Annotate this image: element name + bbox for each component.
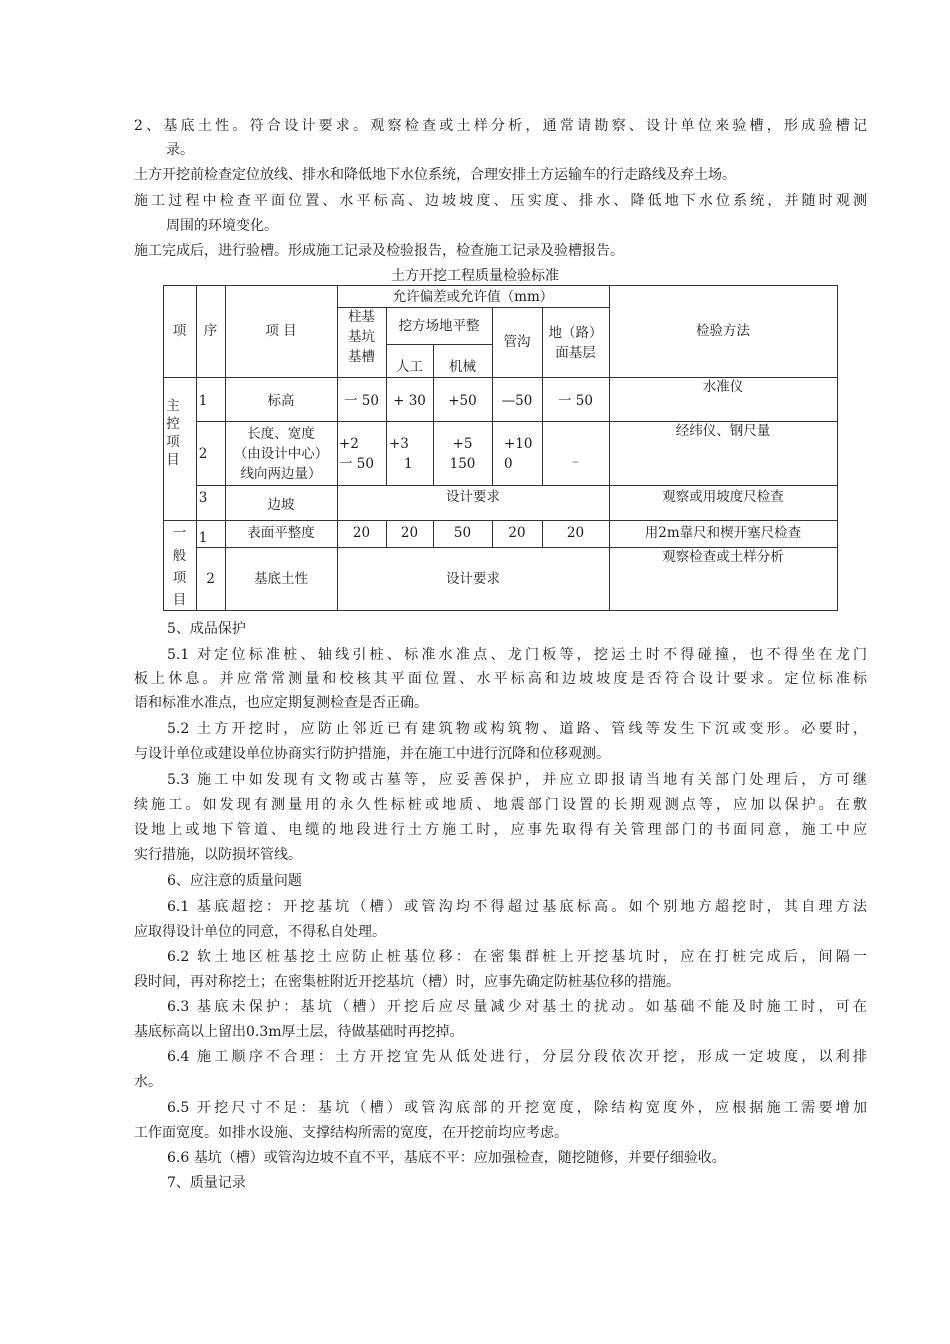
s5-3-line1: 5.3 施工中如发现有文物或古墓等，应妥善保护，并应立即报请当地有关部门处理后，方可继 bbox=[167, 772, 867, 788]
s6-3-line1: 6.3 基底未保护：基坑（槽）开挖后应尽量减少对基土的扰动。如基础不能及时施工时，可在 bbox=[167, 999, 867, 1015]
table-line-site-bottom bbox=[386, 344, 492, 345]
s5-3-line2: 续施工。如发现有测量用的永久性标桩或地质、地震部门设置的长期观测点等，应加以保护。在敷 bbox=[134, 797, 867, 813]
intro-paragraph-b-line2: 周围的环境变化。 bbox=[166, 218, 278, 234]
s6-2-line2: 段时间，再对称挖土；在密集桩附近开挖基坑（槽）时，应事先确定防桩基位移的措施。 bbox=[134, 974, 680, 990]
section7-title: 7、质量记录 bbox=[167, 1175, 246, 1191]
row1-seq: 1 bbox=[198, 393, 208, 409]
row2-name-line2: （由设计中心） bbox=[233, 446, 329, 462]
header-allowance: 允许偏差或允许值（mm） bbox=[392, 289, 554, 305]
row3-name: 边坡 bbox=[267, 497, 295, 513]
row2-name-line1: 长度、宽度 bbox=[247, 426, 315, 442]
general-row1-pipe: 20 bbox=[508, 525, 526, 541]
general-row2-name: 基底土性 bbox=[254, 571, 308, 587]
row2-pile-b: 一 50 bbox=[339, 456, 374, 472]
row1-manual: + 30 bbox=[393, 393, 426, 409]
row1-machine: +50 bbox=[448, 393, 477, 409]
s5-1-line1: 5.1 对定位标准桩、轴线引桩、标准水准点、龙门板等，挖运土时不得碰撞，也不得坐在龙门 bbox=[167, 647, 867, 663]
row2-manual-a: +3 bbox=[389, 436, 409, 452]
s6-4-line2: 水。 bbox=[134, 1074, 162, 1090]
row1-method: 水准仪 bbox=[702, 379, 744, 395]
table-line-row2-bottom bbox=[196, 485, 838, 486]
table-border-top bbox=[163, 285, 838, 286]
group-main-char2: 控 bbox=[166, 416, 180, 432]
row1-name: 标高 bbox=[267, 393, 295, 409]
table-title: 土方开挖工程质量检验标准 bbox=[391, 268, 559, 284]
s5-2-line2: 与设计单位或建设单位协商实行防护措施，并在施工中进行沉降和位移观测。 bbox=[134, 746, 610, 762]
s6-4-line1: 6.4 施工顺序不合理：土方开挖宜先从低处进行，分层分段依次开挖，形成一定坡度，以利排 bbox=[167, 1049, 867, 1065]
group-general-char3: 项 bbox=[172, 570, 187, 586]
s5-1-line2: 板上休息。并应常常测量和校核其平面位置、水平标高和边坡坡度是否符合设计要求。定位标准标 bbox=[134, 671, 867, 687]
row2-machine-a: +5 bbox=[452, 436, 473, 452]
s6-1-line1: 6.1 基底超挖：开挖基坑（槽）或管沟均不得超过基底标高。如个别地方超挖时，其自理方法 bbox=[167, 899, 867, 915]
intro-paragraph-c: 施工完成后，进行验槽。形成施工记录及检验报告，检查施工记录及验槽报告。 bbox=[134, 243, 624, 259]
header-manual: 人工 bbox=[396, 359, 423, 375]
header-pile-line3: 基槽 bbox=[348, 349, 375, 365]
group-general-char1: 一 bbox=[172, 525, 187, 541]
header-pile-line1: 柱基 bbox=[348, 309, 375, 325]
s6-5-line2: 工作面宽度。如排水设施、支撑结构所需的宽度，在开挖前均应考虑。 bbox=[134, 1125, 568, 1141]
header-machine: 机械 bbox=[449, 359, 476, 375]
group-main-char4: 目 bbox=[166, 452, 180, 468]
intro-paragraph-a: 土方开挖前检查定位放线、排水和降低地下水位系统，合理安排土方运输车的行走路线及弃土场。 bbox=[134, 167, 736, 183]
s5-3-line4: 实行措施，以防损坏管线。 bbox=[134, 847, 302, 863]
header-item: 项 bbox=[172, 323, 187, 339]
general-row2-value: 设计要求 bbox=[446, 571, 500, 587]
s5-2-line1: 5.2 土方开挖时，应防止邻近已有建筑物或构筑物、道路、管线等发生下沉或变形。必要时， bbox=[167, 721, 867, 737]
s6-6: 6.6 基坑（槽）或管沟边坡不直不平，基底不平：应加强检查，随挖随修，并要仔细验收。 bbox=[167, 1150, 726, 1166]
intro-paragraph-b-line1: 施工过程中检查平面位置、水平标高、边坡坡度、压实度、排水、降低地下水位系统，并随时观测 bbox=[134, 193, 867, 209]
general-row1-road: 20 bbox=[566, 525, 585, 541]
row1-pile: 一 50 bbox=[344, 393, 379, 409]
general-row1-method: 用2m靠尺和楔开塞尺检查 bbox=[644, 525, 802, 541]
s6-1-line2: 应取得设计单位的同意，不得私自处理。 bbox=[134, 924, 386, 940]
general-row2-method: 观察检查或土样分析 bbox=[662, 549, 784, 565]
header-pipe-trench: 管沟 bbox=[503, 334, 531, 350]
group-general-char2: 般 bbox=[172, 548, 187, 564]
header-seq: 序 bbox=[203, 323, 218, 339]
row2-road: – bbox=[572, 454, 579, 470]
row1-road: 一 50 bbox=[558, 393, 593, 409]
s5-1-line3: 语和标准水准点，也应定期复测检查是否正确。 bbox=[134, 695, 428, 711]
intro-item2-line1: 2、基底土性。符合设计要求。观察检查或土样分析，通常请勘察、设计单位来验槽，形成验槽记 bbox=[134, 118, 867, 134]
group-main-char1: 主 bbox=[166, 398, 180, 414]
row2-pile-a: +2 bbox=[339, 436, 359, 452]
general-row1-pile: 20 bbox=[352, 525, 371, 541]
row2-pipe-a: +10 bbox=[504, 436, 533, 452]
intro-item2-line2: 录。 bbox=[166, 142, 194, 158]
section6-title: 6、应注意的质量问题 bbox=[167, 873, 302, 889]
row2-manual-b: 1 bbox=[404, 456, 413, 472]
s6-5-line1: 6.5 开挖尺寸不足：基坑（槽）或管沟底部的开挖宽度，除结构宽度外，应根据施工需要增加 bbox=[167, 1100, 867, 1116]
header-method: 检验方法 bbox=[696, 323, 750, 339]
row3-value: 设计要求 bbox=[446, 489, 500, 505]
row2-machine-b: 150 bbox=[449, 456, 476, 472]
row3-method: 观察或用坡度尺检查 bbox=[662, 489, 784, 505]
table-border-bottom bbox=[163, 610, 838, 611]
header-project: 项 目 bbox=[265, 323, 297, 339]
header-road-line1: 地（路） bbox=[548, 325, 603, 341]
row2-method: 经纬仪、钢尺量 bbox=[675, 423, 771, 439]
s5-3-line3: 设地上或地下管道、电缆的地段进行土方施工时，应事先取得有关管理部门的书面同意，施工中应 bbox=[134, 822, 867, 838]
group-main-char3: 项 bbox=[166, 434, 180, 450]
general-row2-seq: 2 bbox=[206, 571, 215, 587]
quality-standard-table bbox=[163, 285, 838, 611]
row3-seq: 3 bbox=[198, 490, 208, 506]
row1-pipe: —50 bbox=[501, 393, 533, 409]
general-row1-seq: 1 bbox=[198, 530, 208, 546]
row2-seq: 2 bbox=[198, 446, 208, 462]
table-border-right bbox=[837, 285, 838, 611]
row2-name-line3: 线向两边量） bbox=[240, 466, 322, 482]
section5-title: 5、成品保护 bbox=[167, 621, 246, 637]
general-row1-manual: 20 bbox=[400, 525, 419, 541]
header-pile-line2: 基坑 bbox=[348, 329, 375, 345]
header-site-leveling: 挖方场地平整 bbox=[398, 318, 480, 334]
s6-2-line1: 6.2 软土地区桩基挖土应防止桩基位移：在密集群桩上开挖基坑时，应在打桩完成后，间隔一 bbox=[167, 949, 867, 965]
general-row1-machine: 50 bbox=[453, 525, 472, 541]
row2-pipe-b: 0 bbox=[504, 456, 513, 472]
s6-3-line2: 基底标高以上留出0.3m厚土层，待做基础时再挖掉。 bbox=[134, 1024, 464, 1040]
header-road-line2: 面基层 bbox=[555, 345, 596, 361]
table-line-main-bottom bbox=[163, 520, 838, 521]
group-general-char4: 目 bbox=[172, 592, 187, 608]
general-row1-name: 表面平整度 bbox=[247, 525, 315, 541]
